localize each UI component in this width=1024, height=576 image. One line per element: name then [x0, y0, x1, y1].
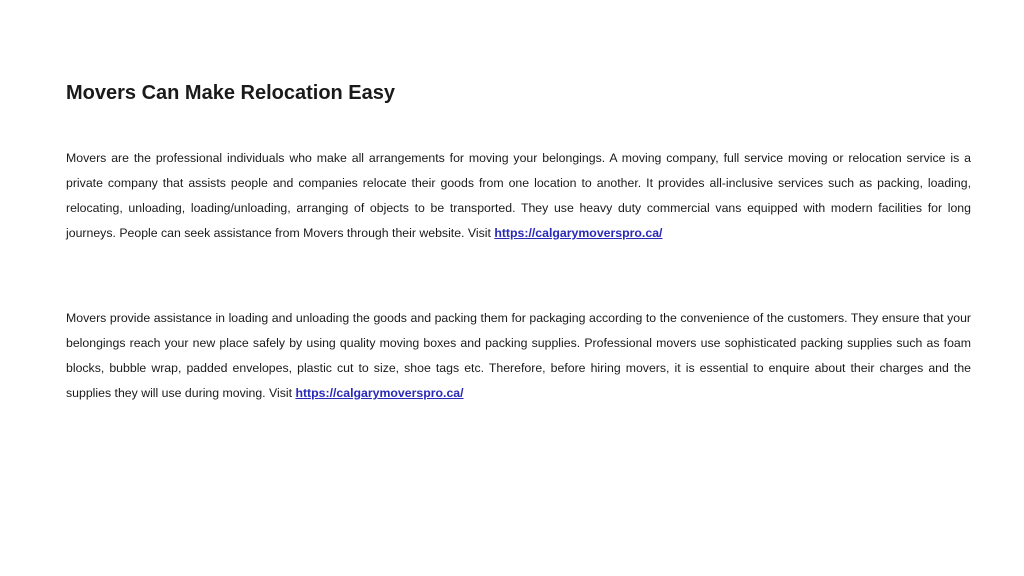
paragraph-1-text: Movers are the professional individuals who make all arrangements for moving your belongings. A moving company, full service moving or relocation service is a private company that assists people and companies relocate their goods from one location to another. It provides all-inclusive services such as packing, loading, relocating, unloading, loading/unloading, arranging of objects to be transported. They use heavy duty commercial vans equipped with modern facilities for long journeys. People can seek assistance from Movers through their website. Visit [66, 151, 971, 240]
paragraph-2-text: Movers provide assistance in loading and unloading the goods and packing them for packaging according to the convenience of the customers. They ensure that your belongings reach your new place safely by using quality moving boxes and packing supplies. Professional movers use sophisticated packing supplies such as foam blocks, bubble wrap, padded envelopes, plastic cut to size, shoe tags etc. Therefore, before hiring movers, it is essential to enquire about their charges and the supplies they will use during moving. Visit [66, 311, 971, 400]
page-title: Movers Can Make Relocation Easy [66, 82, 396, 104]
website-link-2[interactable]: https://calgarymoverspro.ca/ [295, 386, 464, 400]
paragraph-2 [66, 306, 971, 406]
paragraph-1 [66, 146, 971, 246]
website-link-1[interactable]: https://calgarymoverspro.ca/ [494, 226, 663, 240]
